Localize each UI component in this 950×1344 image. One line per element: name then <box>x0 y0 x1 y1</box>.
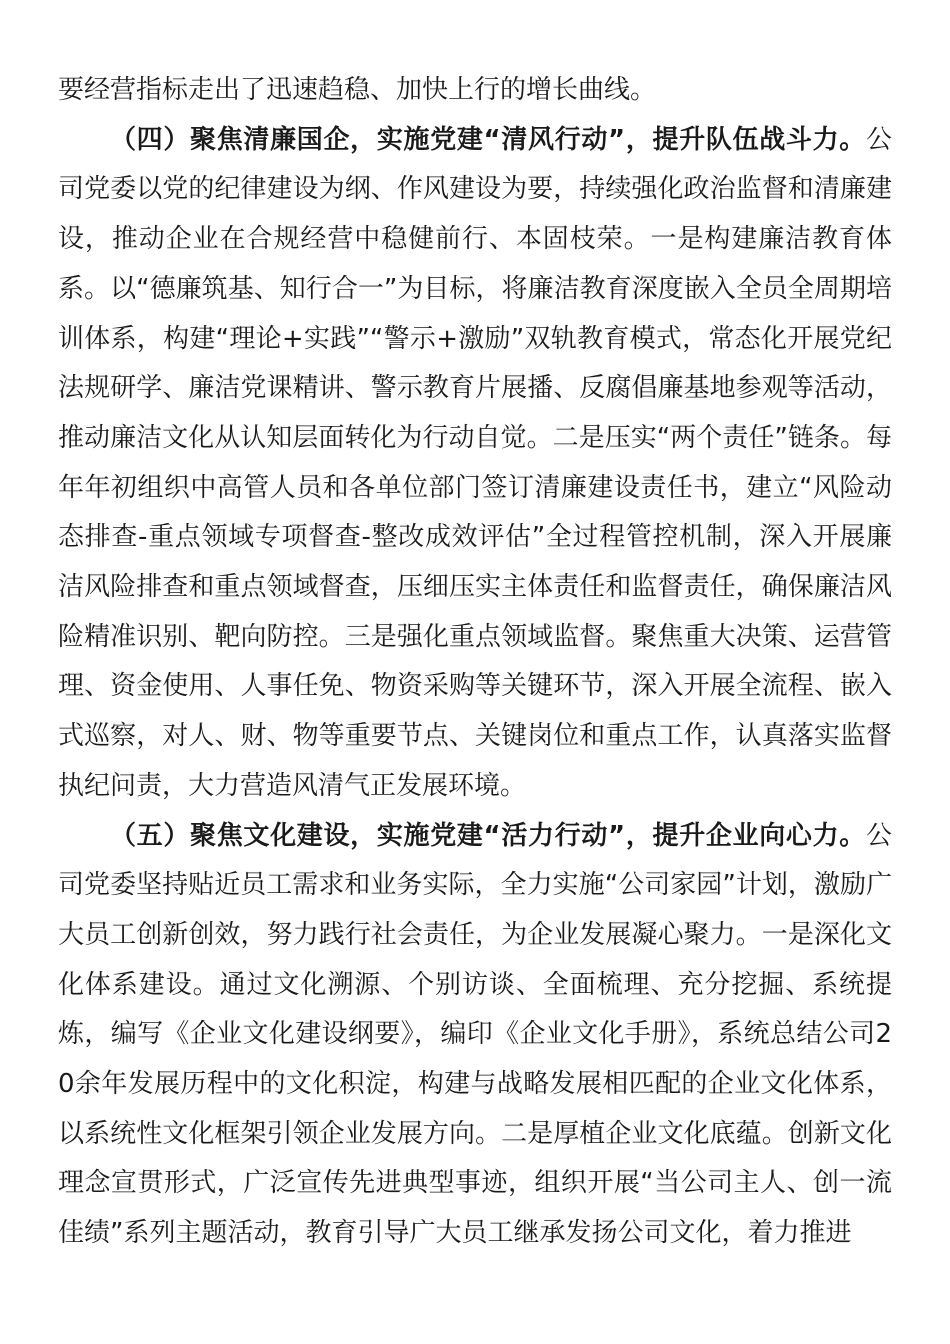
section-4-body: 公司党委以党的纪律建设为纲、作风建设为要，持续强化政治监督和清廉建设，推动企业在合规经营中稳健前行、本固枝荣。一是构建廉洁教育体系。以“德廉筑基、知行合一”为目标，将廉洁教育深度嵌入全员全周期培训体系，构建“理论+实践”“警示+激励”双轨教育模式，常态化开展党纪法规研学、廉洁党课精讲、警示教育片展播、反腐倡廉基地参观等活动，推动廉洁文化从认知层面转化为行动自觉。二是压实“两个责任”链条。每年年初组织中高管人员和各单位部门签订清廉建设责任书，建立“风险动态排查-重点领域专项督查-整改成效评估”全过程管控机制，深入开展廉洁风险排查和重点领域督查，压细压实主体责任和监督责任，确保廉洁风险精准识别、靶向防控。三是强化重点领域监督。聚焦重大决策、运营管理、资金使用、人事任免、物资采购等关键环节，深入开展全流程、嵌入式巡察，对人、财、物等重要节点、关键岗位和重点工作，认真落实监督执纪问责，大力营造风清气正发展环境。 <box>58 124 892 801</box>
section-5-body: 公司党委坚持贴近员工需求和业务实际，全力实施“公司家园”计划，激励广大员工创新创效，努力践行社会责任，为企业发展凝心聚力。一是深化文化体系建设。通过文化溯源、个别访谈、全面梳理、充分挖掘、系统提炼，编写《企业文化建设纲要》，编印《企业文化手册》，系统总结公司20余年发展历程中的文化积淀，构建与战略发展相匹配的企业文化体系，以系统性文化框架引领企业发展方向。二是厚植企业文化底蕴。创新文化理念宣贯形式，广泛宣传先进典型事迹，组织开展“当公司主人、创一流佳绩”系列主题活动，教育引导广大员工继承发扬公司文化，着力推进 <box>58 820 892 1249</box>
section-5-heading: （五）聚焦文化建设，实施党建“活力行动”，提升企业向心力。 <box>110 820 866 851</box>
section-4-paragraph <box>58 116 892 812</box>
section-4-heading: （四）聚焦清廉国企，实施党建“清风行动”，提升队伍战斗力。 <box>110 124 866 155</box>
paragraph-continuation: 要经营指标走出了迅速趋稳、加快上行的增长曲线。 <box>58 75 657 105</box>
section-5-paragraph <box>58 812 892 1259</box>
document-page <box>58 66 892 1259</box>
